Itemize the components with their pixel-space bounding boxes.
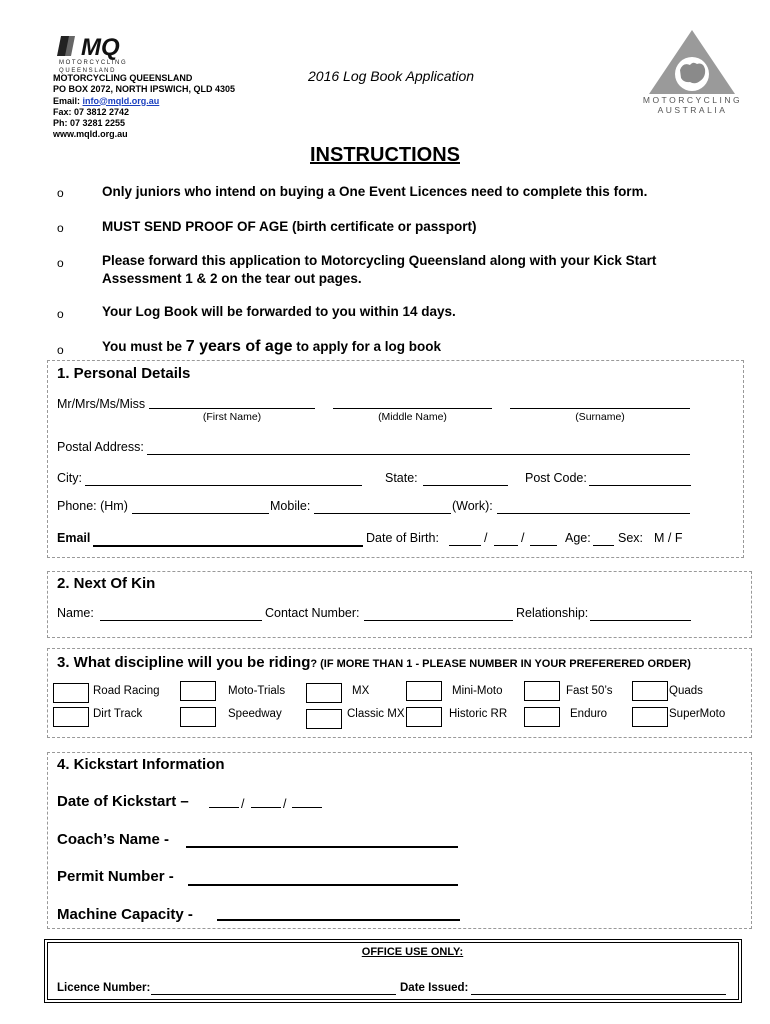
date-issued-label: Date Issued: [400, 982, 469, 994]
org-email-line [53, 96, 235, 107]
kickstart-day-field[interactable] [209, 807, 239, 808]
checkbox-enduro[interactable] [524, 707, 560, 727]
instruction-5 [102, 338, 441, 356]
kin-contact-label: Contact Number: [265, 606, 360, 620]
ma-logo-line2: AUSTRALIA [657, 105, 728, 115]
bullet-icon: o [57, 343, 64, 357]
label-quads: Quads [669, 685, 703, 697]
permit-number-field[interactable] [188, 884, 458, 886]
personal-details-section [47, 360, 744, 558]
instruction-5-a: You must be [102, 339, 186, 354]
email-field[interactable] [93, 545, 363, 547]
licence-number-label: Licence Number: [57, 982, 151, 994]
state-label: State: [385, 471, 418, 485]
sex-options[interactable]: M / F [654, 531, 683, 545]
label-mini-moto: Mini-Moto [452, 685, 503, 697]
surname-field[interactable] [510, 408, 690, 409]
instruction-5-age: 7 years of age [185, 338, 293, 355]
kin-relationship-field[interactable] [590, 620, 691, 621]
discipline-heading [57, 654, 691, 672]
org-email-link[interactable]: info@mqld.org.au [82, 95, 160, 106]
label-enduro: Enduro [570, 708, 608, 720]
kickstart-date-sep-2: / [283, 797, 287, 811]
discipline-note: ? (IF MORE THAN 1 - PLEASE NUMBER IN YOUR PREFERERED ORDER) [310, 658, 691, 670]
age-field[interactable] [593, 545, 614, 546]
label-moto-trials: Moto-Trials [228, 685, 286, 697]
bullet-icon: o [57, 256, 64, 270]
mq-logo-text: MQ [81, 34, 120, 61]
label-speedway: Speedway [228, 708, 282, 720]
checkbox-classic-mx[interactable] [306, 709, 342, 729]
label-mx: MX [352, 685, 370, 697]
work-label: (Work): [452, 499, 493, 513]
instruction-1: Only juniors who intend on buying a One Event Licences need to complete this form. [102, 184, 648, 199]
phone-hm-field[interactable] [132, 513, 269, 514]
licence-number-field[interactable] [151, 994, 396, 995]
instructions-heading: INSTRUCTIONS [310, 144, 460, 166]
dob-day-field[interactable] [449, 545, 481, 546]
label-dirt-track: Dirt Track [93, 708, 143, 720]
label-historic-rr: Historic RR [449, 708, 508, 720]
kin-name-label: Name: [57, 606, 94, 620]
instruction-3 [102, 252, 656, 288]
bullet-icon: o [57, 186, 64, 200]
machine-capacity-field[interactable] [217, 919, 460, 921]
checkbox-dirt-track[interactable] [53, 707, 89, 727]
checkbox-quads[interactable] [632, 681, 668, 701]
discipline-title: 3. What discipline will you be riding [57, 654, 311, 671]
kickstart-date-label: Date of Kickstart – [57, 793, 189, 810]
post-code-label: Post Code: [525, 471, 587, 485]
org-address-block [53, 73, 235, 141]
work-phone-field[interactable] [497, 513, 690, 514]
dob-sep-1: / [484, 531, 488, 545]
postal-address-label: Postal Address: [57, 440, 144, 454]
office-use-title: OFFICE USE ONLY: [361, 946, 464, 958]
bullet-icon: o [57, 221, 64, 235]
kickstart-month-field[interactable] [251, 807, 281, 808]
org-po-box: PO BOX 2072, NORTH IPSWICH, QLD 4305 [53, 84, 236, 95]
checkbox-historic-rr[interactable] [406, 707, 442, 727]
mq-logo [55, 34, 155, 74]
label-fast-50s: Fast 50’s [566, 685, 613, 697]
date-issued-field[interactable] [471, 994, 726, 995]
org-website: www.mqld.org.au [53, 129, 128, 140]
coach-name-field[interactable] [186, 846, 458, 848]
coach-name-label: Coach’s Name - [57, 831, 169, 848]
dob-year-field[interactable] [530, 545, 557, 546]
age-label: Age: [565, 531, 591, 545]
salutation-label: Mr/Mrs/Ms/Miss [57, 397, 146, 411]
city-field[interactable] [85, 485, 362, 486]
state-field[interactable] [423, 485, 508, 486]
checkbox-road-racing[interactable] [53, 683, 89, 703]
checkbox-speedway[interactable] [180, 707, 216, 727]
city-label: City: [57, 471, 82, 485]
checkbox-mx[interactable] [306, 683, 342, 703]
kin-name-field[interactable] [100, 620, 262, 621]
post-code-field[interactable] [589, 485, 691, 486]
mobile-label: Mobile: [270, 499, 311, 513]
dob-month-field[interactable] [494, 545, 518, 546]
ma-logo-line1: MOTORCYCLING [642, 95, 743, 105]
dob-sep-2: / [521, 531, 525, 545]
org-name: MOTORCYCLING QUEENSLAND [53, 73, 193, 83]
email-label: Email: [53, 95, 83, 106]
kin-relationship-label: Relationship: [516, 606, 589, 620]
kickstart-year-field[interactable] [292, 807, 322, 808]
kickstart-date-sep-1: / [241, 797, 245, 811]
mq-logo-sub1: M O T O R C Y C L I N G [59, 60, 126, 66]
postal-address-field[interactable] [147, 454, 690, 455]
instruction-2: MUST SEND PROOF OF AGE (birth certificate or passport) [102, 219, 477, 234]
instruction-3-line1: Please forward this application to Motorcycling Queensland along with your Kick Start [102, 253, 657, 268]
personal-details-title: 1. Personal Details [57, 365, 191, 382]
instruction-4: Your Log Book will be forwarded to you within 14 days. [102, 304, 456, 319]
motorcycling-australia-text [640, 95, 745, 115]
next-of-kin-title: 2. Next Of Kin [57, 575, 156, 592]
checkbox-fast-50s[interactable] [524, 681, 560, 701]
label-classic-mx: Classic MX [347, 708, 405, 720]
dob-label: Date of Birth: [366, 531, 439, 545]
checkbox-mini-moto[interactable] [406, 681, 442, 701]
instruction-5-c: to apply for a log book [292, 339, 441, 354]
org-phone: Ph: 07 3281 2255 [53, 118, 126, 129]
mobile-field[interactable] [314, 513, 451, 514]
phone-hm-label: Phone: (Hm) [57, 499, 128, 513]
first-name-field[interactable] [149, 408, 315, 409]
kickstart-title: 4. Kickstart Information [57, 756, 225, 773]
sex-label: Sex: [618, 531, 644, 545]
checkbox-moto-trials[interactable] [180, 681, 216, 701]
middle-name-field[interactable] [333, 408, 492, 409]
machine-capacity-label: Machine Capacity - [57, 906, 193, 923]
email-label: Email [57, 531, 91, 545]
first-name-caption: (First Name) [202, 411, 262, 423]
label-supermoto: SuperMoto [669, 708, 726, 720]
bullet-icon: o [57, 307, 64, 321]
permit-number-label: Permit Number - [57, 868, 174, 885]
mq-logo-sub2: Q U E E N S L A N D [59, 68, 115, 74]
form-title: 2016 Log Book Application [308, 68, 475, 84]
middle-name-caption: (Middle Name) [378, 411, 447, 423]
instruction-3-line2: Assessment 1 & 2 on the tear out pages. [102, 271, 362, 286]
surname-caption: (Surname) [575, 411, 625, 423]
label-road-racing: Road Racing [93, 685, 160, 697]
checkbox-supermoto[interactable] [632, 707, 668, 727]
org-fax: Fax: 07 3812 2742 [53, 106, 130, 117]
kin-contact-field[interactable] [364, 620, 513, 621]
